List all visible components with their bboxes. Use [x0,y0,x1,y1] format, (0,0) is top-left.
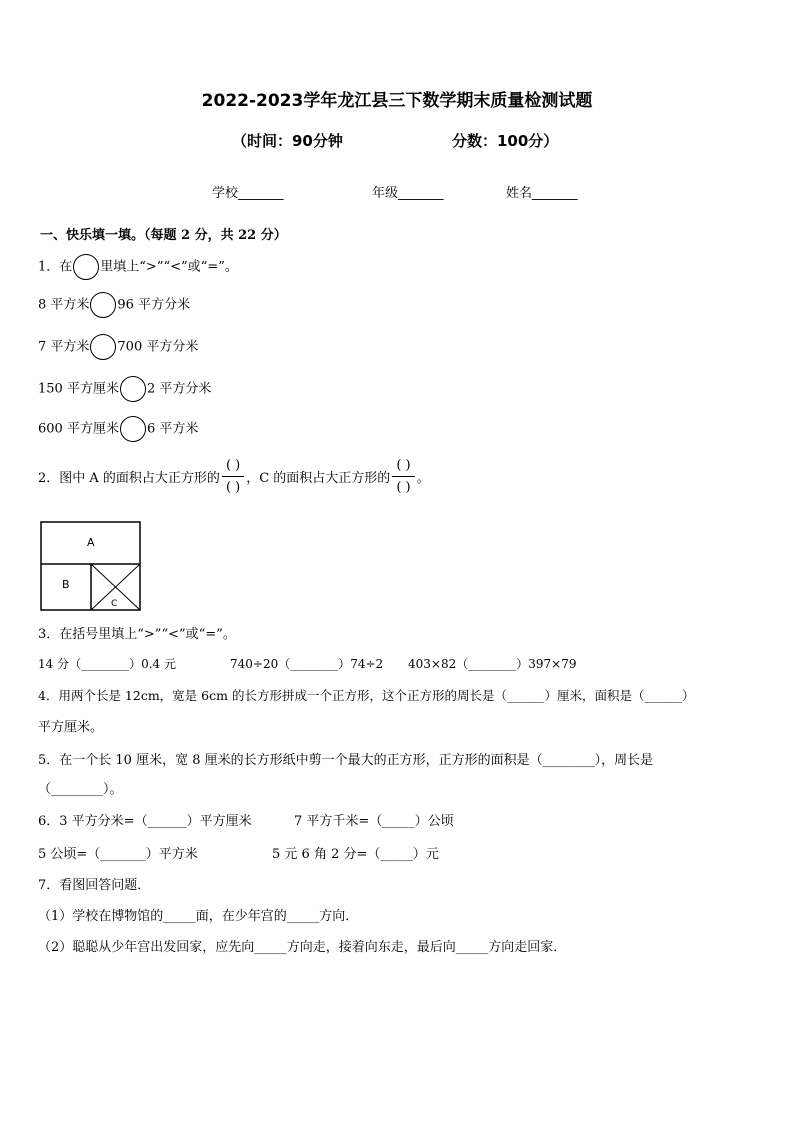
answer-circle[interactable] [90,292,116,318]
answer-circle[interactable] [120,376,146,402]
fraction-numerator: ( ) [222,458,244,477]
question-3a: 14 分（________）0.4 元 [38,657,176,671]
label-c: C [111,599,118,609]
question-3c: 403×82（________）397×79 [408,657,577,671]
item-right: 2 平方分米 [146,381,212,397]
question-1-item [38,376,211,402]
fraction-denominator: ( ) [225,480,241,495]
item-right: 6 平方米 [146,421,199,437]
question-5-line1: 5．在一个长 10 厘米，宽 8 厘米的长方形纸中剪一个最大的正方形，正方形的面积是（________），周长是 [38,753,654,768]
item-left: 8 平方米 [38,297,90,313]
question-3: 3．在括号里填上“>”“<”或“=”。 [38,627,236,642]
question-1-item [38,416,198,442]
question-2-text: 。 [416,471,430,486]
question-2-text: ，C 的面积占大正方形的 [246,471,391,486]
answer-circle[interactable] [120,416,146,442]
exam-time: （时间：90分钟 [232,132,343,150]
section-heading: 一、快乐填一填。（每题 2 分，共 22 分） [40,228,287,243]
label-a: A [87,536,95,549]
answer-circle[interactable] [73,254,99,280]
question-1 [38,254,238,280]
fraction-denominator: ( ) [396,480,411,495]
fraction-blank[interactable] [222,458,244,495]
exam-score: 分数：100分） [452,132,559,150]
question-3b: 740÷20（________）74÷2 [230,657,384,671]
question-4-line1: 4．用两个长是 12cm，宽是 6cm 的长方形拼成一个正方形，这个正方形的周长是（______）厘米，面积是（______） [38,688,695,703]
question-1-prefix: 1．在 [38,259,73,275]
item-left: 150 平方厘米 [38,381,119,397]
item-right: 96 平方分米 [117,297,191,313]
question-6c: 5 公顷=（_______）平方米 [38,847,198,862]
item-right: 700 平方分米 [117,339,199,355]
answer-circle[interactable] [90,334,116,360]
school-field: 学校_______ [212,186,284,201]
item-left: 7 平方米 [38,339,90,355]
question-2-text: 2．图中 A 的面积占大正方形的 [38,471,220,486]
question-2 [38,458,430,495]
question-5-line2: （________）。 [38,782,123,797]
grade-field: 年级_______ [372,186,444,201]
label-b: B [62,578,70,591]
fraction-blank[interactable] [392,458,414,495]
question-6b: 7 平方千米=（_____）公顷 [294,814,454,829]
question-7-sub2: （2）聪聪从少年宫出发回家，应先向_____方向走，接着向东走，最后向_____方向走回家． [38,940,567,955]
square-figure [40,521,142,613]
question-1-item [38,292,190,318]
fraction-numerator: ( ) [392,458,414,477]
page-title: 2022-2023学年龙江县三下数学期末质量检测试题 [201,91,593,111]
item-left: 600 平方厘米 [38,421,119,437]
question-1-suffix: 里填上“>”“<”或“=”。 [100,259,238,275]
question-1-item [38,334,198,360]
question-6a: 6．3 平方分米=（______）平方厘米 [38,814,252,829]
question-6d: 5 元 6 角 2 分=（_____）元 [272,847,439,862]
question-7: 7．看图回答问题． [38,878,151,893]
question-4-line2: 平方厘米。 [38,720,104,735]
name-field: 姓名_______ [506,186,578,201]
question-7-sub1: （1）学校在博物馆的_____面，在少年宫的_____方向． [38,909,359,924]
